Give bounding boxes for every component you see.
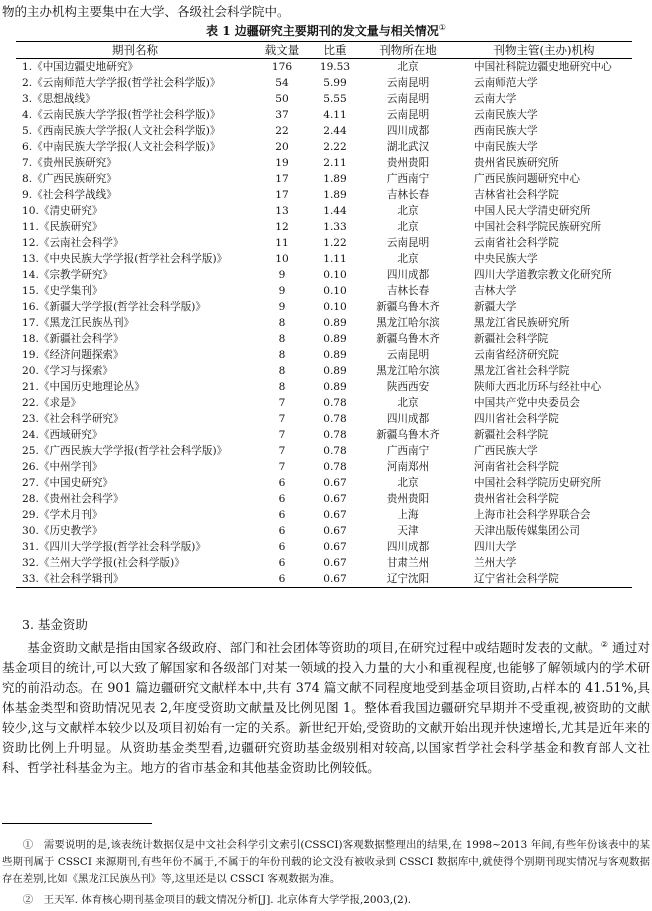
cell-proportion: 0.10 [323, 269, 347, 281]
table-row [16, 187, 632, 203]
cell-organization: 云南师范大学 [474, 77, 538, 89]
table-row [16, 475, 632, 491]
cell-location: 贵州贵阳 [386, 157, 430, 169]
cell-organization: 中国社会科学院历史研究所 [474, 477, 602, 489]
cell-journal-name: 16.《新疆大学学报(哲学社会科学版)》 [22, 301, 207, 313]
table-row [16, 459, 632, 475]
cell-article-count: 12 [275, 221, 289, 233]
table-row [16, 347, 632, 363]
cell-location: 上海 [397, 509, 419, 521]
table-body [16, 59, 632, 588]
cell-article-count: 17 [275, 173, 289, 185]
table-caption-footnote-mark: ① [438, 23, 446, 32]
table-row [16, 139, 632, 155]
cell-organization: 四川大学 [474, 541, 517, 553]
cell-location: 云南昆明 [386, 237, 430, 249]
table-row [16, 539, 632, 555]
header-article-count: 载文量 [254, 42, 310, 59]
cell-journal-name: 27.《中国史研究》 [22, 477, 114, 489]
cell-proportion: 0.78 [323, 461, 347, 473]
table-row [16, 123, 632, 139]
cell-organization: 四川省社会科学院 [474, 413, 559, 425]
table-row [16, 363, 632, 379]
cell-journal-name: 5.《西南民族大学学报(人文社会科学版)》 [22, 125, 221, 137]
cell-organization: 中国社会科学院民族研究所 [474, 221, 602, 233]
table-row [16, 171, 632, 187]
header-location: 刊物所在地 [360, 42, 456, 59]
section-heading: 3. 基金资助 [22, 617, 88, 632]
cell-proportion: 0.78 [323, 413, 347, 425]
cell-article-count: 54 [275, 77, 289, 89]
cell-article-count: 6 [278, 509, 286, 521]
cell-journal-name: 11.《民族研究》 [22, 221, 103, 233]
cell-organization: 中南民族大学 [474, 141, 538, 153]
cell-journal-name: 7.《贵州民族研究》 [22, 157, 117, 169]
cell-journal-name: 28.《贵州社会科学》 [22, 493, 124, 505]
cell-proportion: 0.67 [323, 525, 347, 537]
cell-journal-name: 29.《学术月刊》 [22, 509, 103, 521]
cell-journal-name: 23.《社会科学研究》 [22, 413, 124, 425]
cell-organization: 广西民族大学 [474, 445, 538, 457]
cell-proportion: 0.89 [323, 365, 347, 377]
cell-location: 广西南宁 [386, 445, 430, 457]
cell-organization: 中国社科院边疆史地研究中心 [474, 61, 612, 73]
cell-proportion: 1.89 [323, 189, 347, 201]
cell-proportion: 1.33 [323, 221, 347, 233]
table-row [16, 107, 632, 123]
cell-journal-name: 10.《清史研究》 [22, 205, 103, 217]
footnote-1: ① 需要说明的是,该表统计数据仅是中文社会科学引文索引(CSSCI)客观数据整理出的结果,在 1998~2013 年间,有些年份该表中的某些期刊属于 CSSCI 来源期刊,有些年份不属于,不属于的年份刊载的论文没有被收录到 CSSCI 数据库中,就使得个别期刊现实情况与客观数据存在差别,比如《黑龙江民族丛刊》等,这里还是以 CSSCI 客观数据为准。 [2, 839, 650, 885]
cell-journal-name: 6.《中南民族大学学报(人文社会科学版)》 [22, 141, 221, 153]
cell-article-count: 6 [278, 477, 286, 489]
cell-article-count: 20 [275, 141, 289, 153]
cell-article-count: 6 [278, 557, 286, 569]
cell-article-count: 11 [275, 237, 289, 249]
table-header-row [16, 42, 632, 59]
cell-journal-name: 26.《中州学刊》 [22, 461, 103, 473]
cell-journal-name: 8.《广西民族研究》 [22, 173, 117, 185]
cell-journal-name: 14.《宗教学研究》 [22, 269, 114, 281]
cell-organization: 吉林省社会科学院 [474, 189, 559, 201]
cell-location: 北京 [397, 205, 419, 217]
table-row [16, 507, 632, 523]
cell-location: 四川成都 [386, 541, 430, 553]
cell-location: 四川成都 [386, 413, 430, 425]
cell-proportion: 0.89 [323, 317, 347, 329]
cell-location: 新疆乌鲁木齐 [376, 429, 440, 441]
paragraph-text-part1: 基金资助文献是指由国家各级政府、部门和社会团体等资助的项目,在研究过程中或结题时发表的文献。 [27, 640, 601, 656]
cell-article-count: 176 [271, 61, 293, 73]
cell-journal-name: 3.《思想战线》 [22, 93, 96, 105]
footnote-2: ② 王天军. 体育核心期刊基金项目的载文情况分析[J]. 北京体育大学学报,2003,(2). [22, 894, 412, 906]
table-row [16, 283, 632, 299]
cell-article-count: 10 [275, 253, 289, 265]
cell-journal-name: 21.《中国历史地理论丛》 [22, 381, 145, 393]
cell-organization: 中国人民大学清史研究所 [474, 205, 591, 217]
cell-location: 黑龙江哈尔滨 [376, 365, 440, 377]
cell-journal-name: 2.《云南师范大学学报(哲学社会科学版)》 [22, 77, 221, 89]
cell-proportion: 0.10 [323, 285, 347, 297]
table-row [16, 523, 632, 539]
cell-proportion: 4.11 [323, 109, 347, 121]
cell-proportion: 0.89 [323, 349, 347, 361]
cell-location: 四川成都 [386, 269, 430, 281]
cell-article-count: 9 [278, 269, 286, 281]
cell-proportion: 0.67 [323, 509, 347, 521]
cell-proportion: 0.67 [323, 557, 347, 569]
cell-article-count: 7 [278, 397, 286, 409]
header-proportion: 比重 [310, 42, 360, 59]
cell-location: 新疆乌鲁木齐 [376, 301, 440, 313]
cell-journal-name: 17.《黑龙江民族丛刊》 [22, 317, 135, 329]
cell-article-count: 7 [278, 445, 286, 457]
cell-journal-name: 24.《西域研究》 [22, 429, 103, 441]
cell-location: 陕西西安 [386, 381, 430, 393]
cell-proportion: 0.78 [323, 445, 347, 457]
table-row [16, 251, 632, 267]
cell-proportion: 0.89 [323, 381, 347, 393]
cell-location: 吉林长春 [386, 189, 430, 201]
cell-organization: 云南省经济研究院 [474, 349, 559, 361]
table-row [16, 155, 632, 171]
cell-proportion: 0.67 [310, 571, 360, 588]
paragraph-footnote-mark: ② [600, 640, 609, 649]
footnote-divider [2, 823, 152, 824]
cell-organization: 云南民族大学 [474, 109, 538, 121]
cell-location: 四川成都 [386, 125, 430, 137]
cell-journal-name: 20.《学习与探索》 [22, 365, 114, 377]
body-paragraph [2, 635, 650, 778]
table-row [16, 91, 632, 107]
cell-organization: 中国共产党中央委员会 [474, 397, 580, 409]
cell-article-count: 6 [254, 571, 310, 588]
cell-organization: 辽宁省社会科学院 [456, 571, 632, 588]
cell-location: 天津 [397, 525, 419, 537]
intro-text: 物的主办机构主要集中在大学、各级社会科学院中。 [2, 4, 290, 19]
cell-journal-name: 18.《新疆社会科学》 [22, 333, 124, 345]
cell-article-count: 37 [275, 109, 289, 121]
cell-organization: 上海市社会科学界联合会 [474, 509, 591, 521]
table-row [16, 267, 632, 283]
cell-location: 贵州贵阳 [386, 493, 430, 505]
cell-organization: 新疆社会科学院 [474, 429, 549, 441]
cell-location: 北京 [397, 221, 419, 233]
cell-proportion: 1.89 [323, 173, 347, 185]
table-row [16, 59, 632, 76]
table-caption-text: 表 1 边疆研究主要期刊的发文量与相关情况 [206, 24, 439, 38]
journal-table [16, 41, 632, 588]
cell-proportion: 2.44 [323, 125, 347, 137]
table-row [16, 555, 632, 571]
cell-article-count: 7 [278, 461, 286, 473]
table-row [16, 75, 632, 91]
cell-proportion: 5.55 [323, 93, 347, 105]
cell-article-count: 9 [278, 301, 286, 313]
cell-organization: 陕师大西北历环与经社中心 [474, 381, 602, 393]
cell-proportion: 1.11 [323, 253, 347, 265]
cell-location: 云南昆明 [386, 77, 430, 89]
table-row [16, 219, 632, 235]
cell-location: 云南昆明 [386, 93, 430, 105]
cell-article-count: 8 [278, 365, 286, 377]
cell-proportion: 0.67 [323, 541, 347, 553]
table-row [16, 203, 632, 219]
cell-article-count: 22 [275, 125, 289, 137]
cell-proportion: 19.53 [319, 61, 351, 73]
cell-article-count: 17 [275, 189, 289, 201]
cell-article-count: 6 [278, 525, 286, 537]
cell-journal-name: 1.《中国边疆史地研究》 [22, 61, 139, 73]
cell-location: 湖北武汉 [386, 141, 430, 153]
table-row [16, 491, 632, 507]
cell-journal-name: 22.《求是》 [22, 397, 82, 409]
cell-organization: 中央民族大学 [474, 253, 538, 265]
cell-journal-name: 9.《社会科学战线》 [22, 189, 117, 201]
cell-article-count: 8 [278, 381, 286, 393]
cell-location: 吉林长春 [386, 285, 430, 297]
cell-article-count: 7 [278, 429, 286, 441]
cell-location: 河南郑州 [386, 461, 430, 473]
cell-journal-name: 32.《兰州大学学报(社会科学版)》 [22, 557, 185, 569]
cell-organization: 黑龙江省民族研究所 [474, 317, 570, 329]
cell-organization: 四川大学道教宗教文化研究所 [474, 269, 612, 281]
cell-location: 云南昆明 [386, 349, 430, 361]
header-organization: 刊物主管(主办)机构 [456, 42, 632, 59]
cell-article-count: 6 [278, 541, 286, 553]
cell-organization: 吉林大学 [474, 285, 517, 297]
table-row [16, 395, 632, 411]
cell-article-count: 13 [275, 205, 289, 217]
table-row [16, 235, 632, 251]
cell-article-count: 7 [278, 413, 286, 425]
cell-proportion: 2.22 [323, 141, 347, 153]
cell-article-count: 8 [278, 349, 286, 361]
cell-location: 北京 [397, 61, 419, 73]
cell-proportion: 0.10 [323, 301, 347, 313]
cell-journal-name: 31.《四川大学学报(哲学社会科学版)》 [22, 541, 207, 553]
table-row [16, 443, 632, 459]
cell-location: 甘肃兰州 [386, 557, 430, 569]
cell-article-count: 8 [278, 317, 286, 329]
table-caption [0, 22, 652, 39]
table-row [16, 299, 632, 315]
cell-location: 黑龙江哈尔滨 [376, 317, 440, 329]
table-row [16, 571, 632, 588]
cell-proportion: 2.11 [323, 157, 347, 169]
header-journal-name: 期刊名称 [16, 42, 254, 59]
cell-proportion: 1.44 [323, 205, 347, 217]
cell-proportion: 0.67 [323, 493, 347, 505]
cell-organization: 西南民族大学 [474, 125, 538, 137]
cell-location: 北京 [397, 253, 419, 265]
cell-organization: 天津出版传媒集团公司 [474, 525, 580, 537]
cell-location: 北京 [397, 477, 419, 489]
cell-organization: 新疆大学 [474, 301, 517, 313]
cell-journal-name: 25.《广西民族大学学报(哲学社会科学版)》 [22, 445, 228, 457]
table-row [16, 315, 632, 331]
cell-proportion: 5.99 [323, 77, 347, 89]
cell-organization: 云南省社会科学院 [474, 237, 559, 249]
cell-journal-name: 19.《经济问题探索》 [22, 349, 124, 361]
cell-organization: 黑龙江省社会科学院 [474, 365, 570, 377]
cell-organization: 云南大学 [474, 93, 517, 105]
table-row [16, 427, 632, 443]
cell-location: 辽宁沈阳 [360, 571, 456, 588]
cell-journal-name: 15.《史学集刊》 [22, 285, 103, 297]
table-row [16, 411, 632, 427]
cell-article-count: 50 [275, 93, 289, 105]
cell-proportion: 1.22 [323, 237, 347, 249]
cell-journal-name: 30.《历史教学》 [22, 525, 103, 537]
paragraph-text-part2: 通过对基金项目的统计,可以大致了解国家和各级部门对某一领域的投入力量的大小和重视程度,也能够了解领域内的学术研究的前沿动态。在 901 篇边疆研究文献样本中,共有 374 篇文献不同程度地受到基金项目资助,占样本的 41.51%,具体基金类型和资助情况见表 2,年度受资助文献量及比例见图 1。整体看我国边疆研究早期并不受重视,被资助的文献较少,这与文献样本较少以及项目初始有一定的关系。新世纪开始,受资助的文献开始出现并快速增长,尤其是近年来的资助比例上升明显。从资助基金类型看,边疆研究资助基金级别相对较高,以国家哲学社会科学基金和教育部人文社科、哲学社科基金为主。地方的省市基金和其他基金资助比例较低。 [2, 640, 650, 776]
cell-location: 广西南宁 [386, 173, 430, 185]
cell-article-count: 9 [278, 285, 286, 297]
cell-location: 北京 [397, 397, 419, 409]
cell-article-count: 6 [278, 493, 286, 505]
cell-proportion: 0.67 [323, 477, 347, 489]
cell-proportion: 0.78 [323, 429, 347, 441]
cell-organization: 贵州省民族研究所 [474, 157, 559, 169]
cell-organization: 新疆社会科学院 [474, 333, 549, 345]
cell-location: 云南昆明 [386, 109, 430, 121]
cell-article-count: 8 [278, 333, 286, 345]
cell-organization: 河南省社会科学院 [474, 461, 559, 473]
table-row [16, 379, 632, 395]
cell-organization: 贵州省社会科学院 [474, 493, 559, 505]
cell-article-count: 19 [275, 157, 289, 169]
cell-proportion: 0.78 [323, 397, 347, 409]
cell-journal-name: 12.《云南社会科学》 [22, 237, 124, 249]
cell-journal-name: 4.《云南民族大学学报(哲学社会科学版)》 [22, 109, 221, 121]
table-row [16, 331, 632, 347]
cell-organization: 广西民族问题研究中心 [474, 173, 580, 185]
cell-journal-name: 33.《社会科学辑刊》 [16, 571, 254, 588]
cell-proportion: 0.89 [323, 333, 347, 345]
cell-organization: 兰州大学 [474, 557, 517, 569]
cell-location: 新疆乌鲁木齐 [376, 333, 440, 345]
cell-journal-name: 13.《中央民族大学学报(哲学社会科学版)》 [22, 253, 228, 265]
